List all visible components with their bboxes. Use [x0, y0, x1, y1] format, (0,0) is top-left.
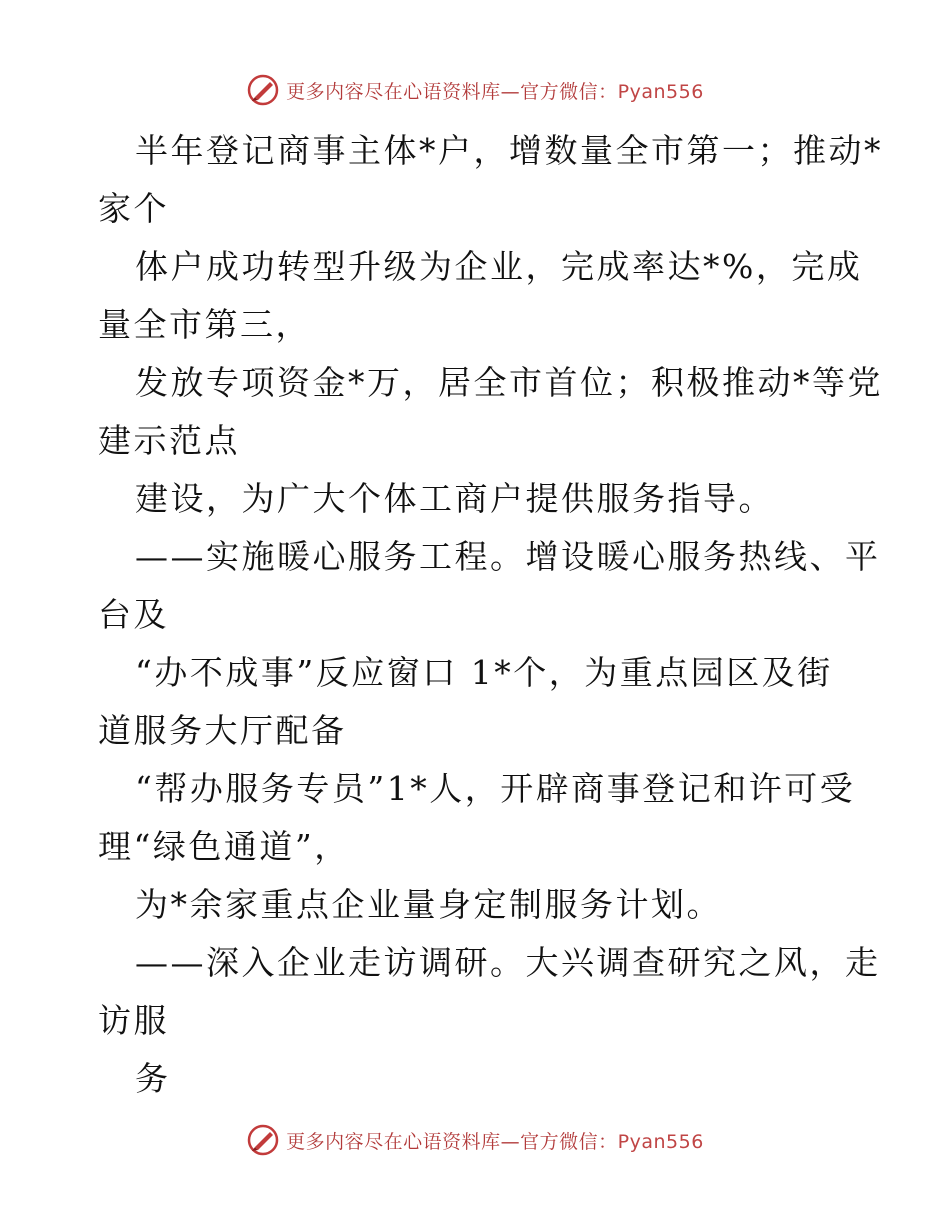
text-line: 体户成功转型升级为企业，完成率达*%，完成: [135, 247, 863, 286]
text-line: ——实施暖心服务工程。增设暖心服务热线、平: [135, 537, 881, 576]
header-watermark: [0, 70, 950, 110]
text-line: 家个: [98, 189, 169, 228]
text-line: “办不成事”反应窗口 1*个，为重点园区及街: [135, 653, 833, 692]
pen-logo-icon: [246, 73, 280, 107]
text-line: 台及: [98, 595, 169, 634]
text-line: 务: [135, 1059, 171, 1098]
text-line: 道服务大厅配备: [98, 711, 347, 750]
text-line: ——深入企业走访调研。大兴调查研究之风，走: [135, 943, 881, 982]
text-line: 半年登记商事主体*户，增数量全市第一；推动*: [135, 131, 883, 170]
text-line: 建示范点: [98, 421, 240, 460]
pen-logo-icon: [246, 1123, 280, 1157]
text-line: 发放专项资金*万，居全市首位；积极推动*等党: [135, 363, 883, 402]
footer-watermark: [0, 1120, 950, 1160]
text-line: “帮办服务专员”1*人，开辟商事登记和许可受: [135, 769, 856, 808]
text-line: 为*余家重点企业量身定制服务计划。: [135, 885, 722, 924]
document-body: [98, 122, 883, 1108]
text-line: 量全市第三，: [98, 305, 311, 344]
text-line: 访服: [98, 1001, 169, 1040]
text-line: 理“绿色通道”，: [98, 827, 350, 866]
watermark-text: 更多内容尽在心语资料库—官方微信：Pyan556: [286, 80, 704, 103]
text-line: 建设，为广大个体工商户提供服务指导。: [135, 479, 774, 518]
watermark-text: 更多内容尽在心语资料库—官方微信：Pyan556: [286, 1130, 704, 1153]
